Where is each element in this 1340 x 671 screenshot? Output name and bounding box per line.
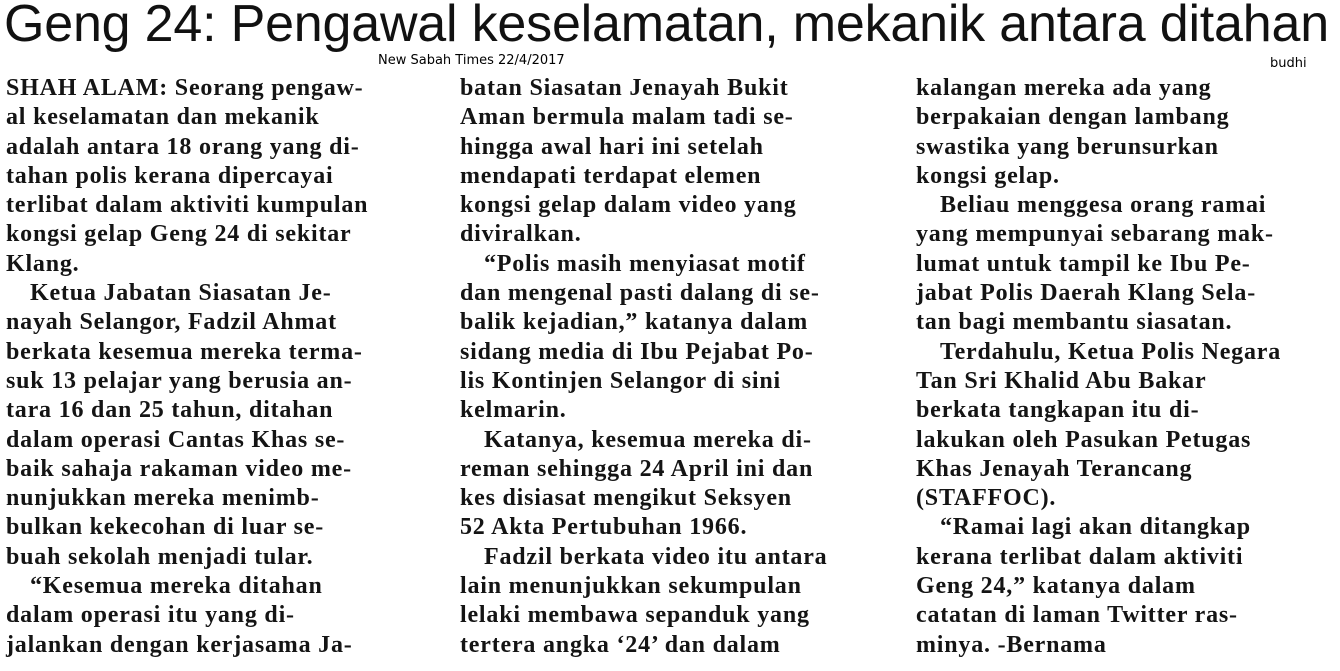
article-line: “Polis masih menyiasat motif	[484, 250, 806, 277]
article-line: Katanya, kesemua mereka di-	[484, 426, 812, 453]
article-line: “Kesemua mereka ditahan	[30, 573, 323, 600]
article-line: reman sehingga 24 April ini dan	[460, 455, 814, 482]
article-line: minya. -Bernama	[916, 631, 1107, 658]
article-line: suk 13 pelajar yang berusia an-	[6, 367, 353, 394]
article-line: dan mengenal pasti dalang di se-	[460, 280, 820, 307]
article-line: berkata tangkapan itu di-	[916, 397, 1200, 424]
article-line: jalankan dengan kerjasama Ja-	[6, 631, 353, 658]
article-line: (STAFFOC).	[916, 485, 1057, 512]
article-line: al keselamatan dan mekanik	[6, 104, 320, 131]
article-line: Klang.	[6, 250, 80, 277]
article-line: nayah Selangor, Fadzil Ahmat	[6, 309, 337, 336]
article-line: berpakaian dengan lambang	[916, 104, 1230, 131]
article-line: Beliau menggesa orang ramai	[940, 192, 1267, 219]
article-column-1	[6, 74, 451, 660]
article-line: tan bagi membantu siasatan.	[916, 309, 1233, 336]
article-line: dalam operasi itu yang di-	[6, 602, 295, 629]
article-line: hingga awal hari ini setelah	[460, 133, 764, 160]
article-line: mendapati terdapat elemen	[460, 162, 762, 189]
article-line: tertera angka ‘24’ dan dalam	[460, 631, 781, 658]
article-line: kongsi gelap Geng 24 di sekitar	[6, 221, 352, 248]
article-line: sidang media di Ibu Pejabat Po-	[460, 338, 814, 365]
article-line: Tan Sri Khalid Abu Bakar	[916, 367, 1207, 394]
article-line: adalah antara 18 orang yang di-	[6, 133, 360, 160]
article-line: Geng 24,” katanya dalam	[916, 573, 1196, 600]
article-line: tahan polis kerana dipercayai	[6, 162, 334, 189]
article-line: kongsi gelap dalam video yang	[460, 192, 797, 219]
article-line: SHAH ALAM: Seorang pengaw-	[6, 75, 364, 101]
source-caption: New Sabah Times 22/4/2017	[378, 53, 565, 68]
article-line: “Ramai lagi akan ditangkap	[940, 514, 1251, 541]
article-line: kes disiasat mengikut Seksyen	[460, 485, 792, 512]
article-line: tara 16 dan 25 tahun, ditahan	[6, 397, 334, 424]
article-line: catatan di laman Twitter ras-	[916, 602, 1238, 629]
article-line: Fadzil berkata video itu antara	[484, 543, 828, 570]
article-line: kongsi gelap.	[916, 162, 1060, 189]
article-line: kelmarin.	[460, 397, 567, 424]
article-line: terlibat dalam aktiviti kumpulan	[6, 192, 369, 219]
author-caption: budhi	[1270, 56, 1307, 71]
article-line: kalangan mereka ada yang	[916, 75, 1212, 101]
article-line: dalam operasi Cantas Khas se-	[6, 426, 346, 453]
article-line: Aman bermula malam tadi se-	[460, 104, 794, 131]
article-line: nunjukkan mereka menimb-	[6, 485, 320, 512]
article-column-3	[916, 74, 1340, 660]
headline: Geng 24: Pengawal keselamatan, mekanik antara ditahan	[4, 0, 1329, 53]
article-line: batan Siasatan Jenayah Bukit	[460, 75, 789, 101]
article-line: balik kejadian,” katanya dalam	[460, 309, 809, 336]
article-line: jabat Polis Daerah Klang Sela-	[916, 280, 1256, 307]
article-line: 52 Akta Pertubuhan 1966.	[460, 514, 748, 541]
article-line: lakukan oleh Pasukan Petugas	[916, 426, 1252, 453]
article-line: kerana terlibat dalam aktiviti	[916, 543, 1244, 570]
article-line: diviralkan.	[460, 221, 582, 248]
article-line: swastika yang berunsurkan	[916, 133, 1219, 160]
article-line: lis Kontinjen Selangor di sini	[460, 367, 781, 394]
article-line: Khas Jenayah Terancang	[916, 455, 1193, 482]
article-line: Terdahulu, Ketua Polis Negara	[940, 338, 1282, 365]
article-line: berkata kesemua mereka terma-	[6, 338, 363, 365]
article-line: yang mempunyai sebarang mak-	[916, 221, 1274, 248]
article-line: lelaki membawa sepanduk yang	[460, 602, 810, 629]
article-line: bulkan kekecohan di luar se-	[6, 514, 325, 541]
article-line: lumat untuk tampil ke Ibu Pe-	[916, 250, 1251, 277]
article-line: Ketua Jabatan Siasatan Je-	[30, 280, 332, 307]
article-line: buah sekolah menjadi tular.	[6, 543, 314, 570]
article-column-2	[460, 74, 905, 660]
article-line: lain menunjukkan sekumpulan	[460, 573, 802, 600]
article-line: baik sahaja rakaman video me-	[6, 455, 352, 482]
